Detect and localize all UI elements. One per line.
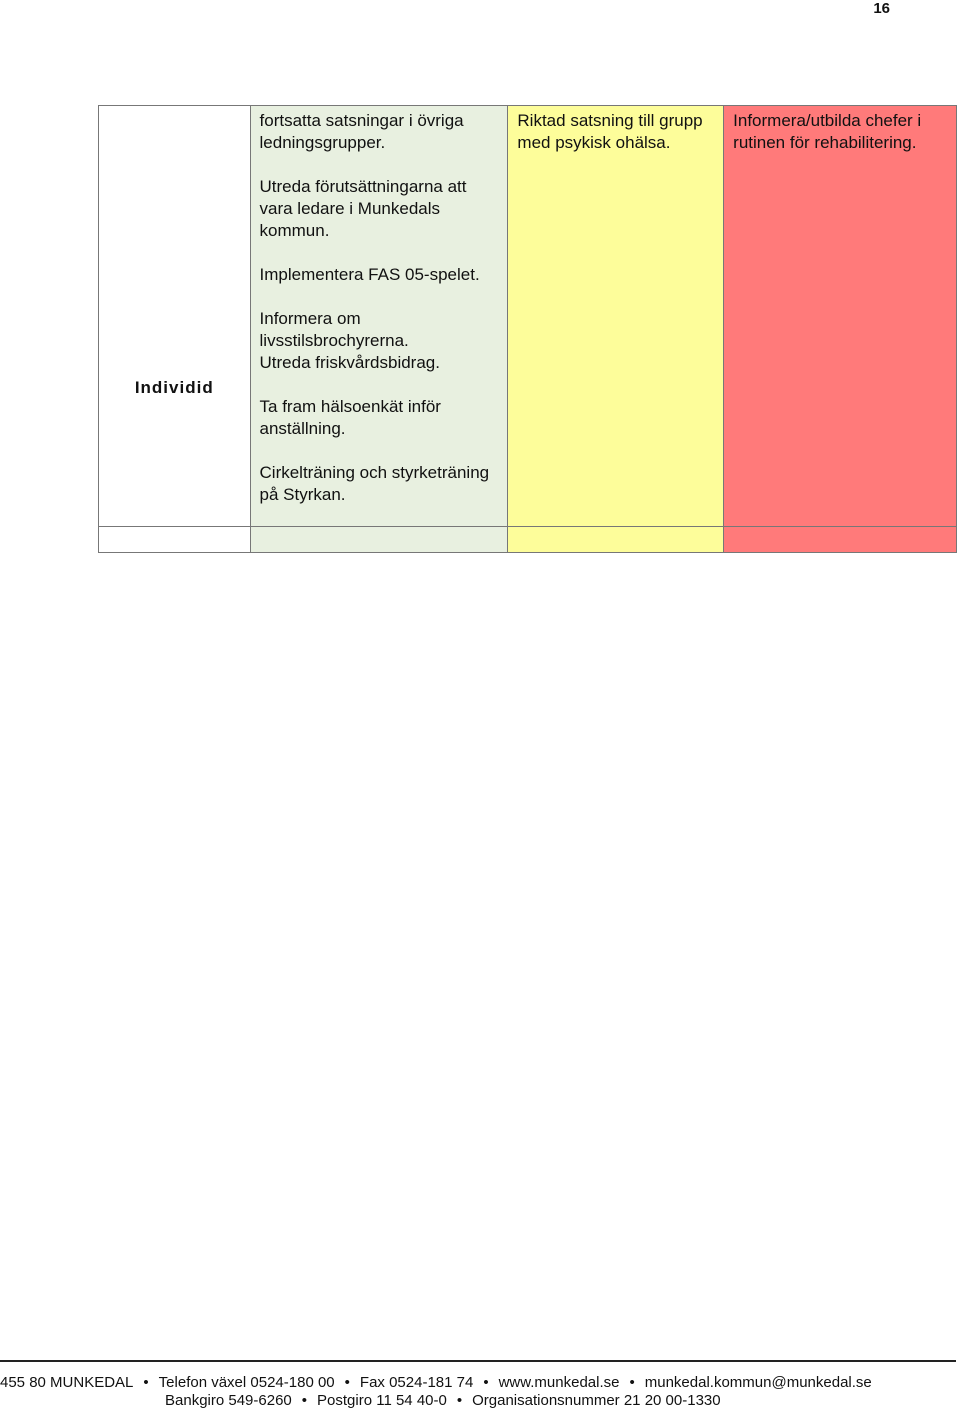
- empty-cell: [724, 527, 957, 553]
- empty-cell: [99, 527, 251, 553]
- footer-separator: •: [629, 1374, 635, 1391]
- yellow-cell: [508, 106, 724, 527]
- row-label-cell: [99, 106, 251, 527]
- footer-separator: •: [143, 1374, 149, 1391]
- footer-line-2: [0, 1392, 960, 1409]
- action-item: fortsatta satsningar i övriga ledningsgrupper.: [259, 111, 464, 152]
- footer-separator: •: [344, 1374, 350, 1391]
- footer-address: 455 80 MUNKEDAL: [0, 1374, 134, 1391]
- action-item: Utreda friskvårdsbidrag.: [259, 353, 440, 372]
- action-item: Utreda förutsättningarna att vara ledare i Munkedals kommun.: [259, 177, 467, 240]
- footer-separator: •: [483, 1374, 489, 1391]
- actions-cell: [250, 106, 508, 527]
- footer-org-number: Organisationsnummer 21 20 00-1330: [472, 1392, 721, 1409]
- action-plan-table: [98, 105, 957, 553]
- action-item: Ta fram hälsoenkät inför anställning.: [259, 397, 441, 438]
- table-row: [99, 106, 957, 527]
- footer-phone: Telefon växel 0524-180 00: [158, 1374, 335, 1391]
- empty-cell: [508, 527, 724, 553]
- table-row-empty: [99, 527, 957, 553]
- red-text: Informera/utbilda chefer i rutinen för rehabilitering.: [733, 111, 922, 152]
- action-item: Cirkelträning och styrketräning på Styrkan.: [259, 463, 490, 504]
- footer-divider: [0, 1360, 956, 1362]
- footer-separator: •: [456, 1392, 463, 1409]
- action-item: Informera om livsstilsbrochyrerna.: [259, 309, 409, 350]
- yellow-text: Riktad satsning till grupp med psykisk ohälsa.: [517, 111, 703, 152]
- page-number: 16: [873, 0, 890, 17]
- empty-cell: [250, 527, 508, 553]
- action-item: Implementera FAS 05-spelet.: [259, 265, 480, 284]
- footer-website: www.munkedal.se: [498, 1374, 620, 1391]
- footer-postgiro: Postgiro 11 54 40-0: [317, 1392, 447, 1409]
- footer-separator: •: [301, 1392, 308, 1409]
- footer-email: munkedal.kommun@munkedal.se: [644, 1374, 872, 1391]
- red-cell: [724, 106, 957, 527]
- footer-bankgiro: Bankgiro 549-6260: [165, 1392, 292, 1409]
- footer-fax: Fax 0524-181 74: [359, 1374, 474, 1391]
- row-label: Individid: [134, 378, 214, 397]
- footer-line-1: [0, 1374, 960, 1391]
